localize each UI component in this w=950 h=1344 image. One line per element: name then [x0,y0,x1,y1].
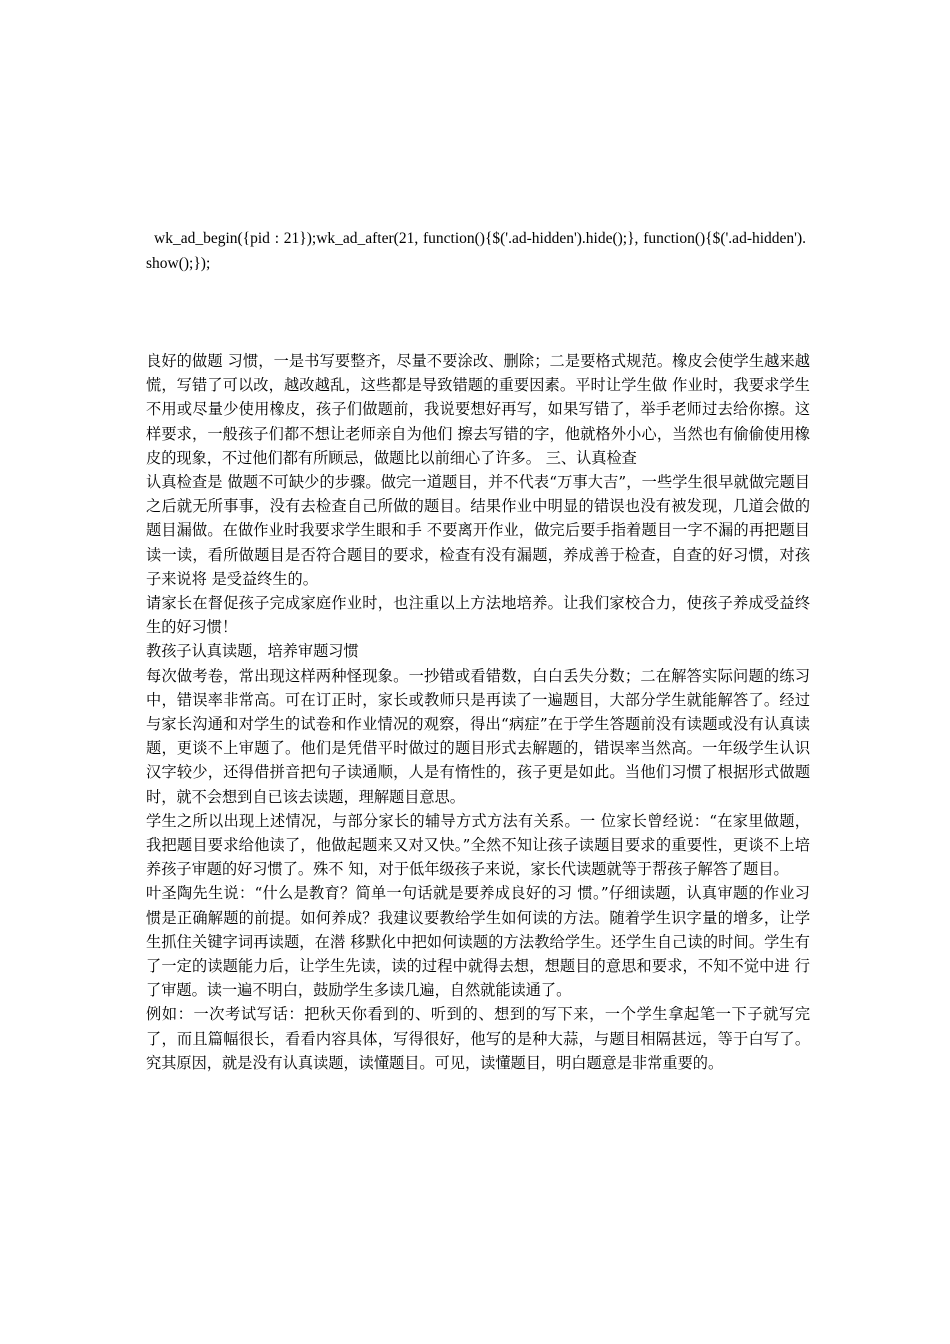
paragraph-exam-example: 例如：一次考试写话：把秋天你看到的、听到的、想到的写下来，一个学生拿起笔一下子就写完了，而且篇幅很长，看看内容具体，写得很好，他写的是种大蒜，与题目相隔甚远，等于白写了。究其原因，就是没有认真读题，读懂题目。可见，读懂题目，明白题意是非常重要的。 [146,1005,810,1072]
paragraph-parent-tutoring: 学生之所以出现上述情况，与部分家长的辅导方式方法有关系。一 位家长曾经说：“在家里做题，我把题目要求给他读了，他做起题来又对又快。”全然不知让孩子读题目要求的重要性，更谈不上培养孩子审题的好习惯了。殊不 知，对于低年级孩子来说，家长代读题就等于帮孩子解答了题目。 [146,811,810,879]
document-body [146,349,810,1075]
paragraph-writing-habits: 良好的做题 习惯，一是书写要整齐，尽量不要涂改、删除；二是要格式规范。橡皮会使学生越来越慌，写错了可以改，越改越乱，这些都是导致错题的重要因素。平时让学生做 作业时，我要求学生不用或尽量少使用橡皮，孩子们做题前，我说要想好再写，如果写错了，举手老师过去给你擦。这样要求，一般孩子们都不想让老师亲自为他们 擦去写错的字，他就格外小心，当然也有偷偷使用橡皮的现象，不过他们都有所顾忌，做题比以前细心了许多。 三、认真检查 [146,352,810,467]
section-heading-reading: 教孩子认真读题，培养审题习惯 [146,642,359,661]
paragraph-ye-shengtao-quote: 叶圣陶先生说：“什么是教育？简单一句话就是要养成良好的习 惯。”仔细读题，认真审题的作业习惯是正确解题的前提。如何养成？我建议要教给学生如何读的方法。随着学生识字量的增多，让学生抓住关键字词再读题，在潜 移默化中把如何读题的方法教给学生。还学生自己读的时间。学生有了一定的读题能力后，让学生先读，读的过程中就得去想，想题目的意思和要求，不知不觉中进 行了审题。读一遍不明白，鼓励学生多读几遍，自然就能读通了。 [146,884,810,1000]
paragraph-careful-checking: 认真检查是 做题不可缺少的步骤。做完一道题目，并不代表“万事大吉”，一些学生很早就做完题目之后就无所事事，没有去检查自己所做的题目。结果作业中明显的错误也没有被发现，几道会做的题目漏做。在做作业时我要求学生眼和手 不要离开作业，做完后要手指着题目一字不漏的再把题目读一读，看所做题目是否符合题目的要求，检查有没有漏题，养成善于检查，自查的好习惯，对孩子来说将 是受益终生的。 [146,473,810,588]
paragraph-exam-phenomena: 每次做考卷，常出现这样两种怪现象。一抄错或看错数，白白丢失分数；二在解答实际问题的练习中，错误率非常高。可在订正时，家长或教师只是再读了一遍题目，大部分学生就能解答了。经过与家长沟通和对学生的试卷和作业情况的观察，得出“病症”在于学生答题前没有读题或没有认真读题，更谈不上审题了。他们是凭借平时做过的题目形式去解题的，错误率当然高。一年级学生认识汉字较少，还得借拼音把句子读通顺，人是有惰性的，孩子更是如此。当他们习惯了根据形式做题时，就不会想到自已该去读题，理解题目意思。 [146,666,810,806]
ad-script-text: wk_ad_begin({pid : 21});wk_ad_after(21, function(){$('.ad-hidden').hide();}, function(){$('.ad-hidden').show();}); [146,230,806,272]
paragraph-parent-appeal: 请家长在督促孩子完成家庭作业时，也注重以上方法地培养。让我们家校合力，使孩子养成受益终生的好习惯！ [146,594,810,637]
